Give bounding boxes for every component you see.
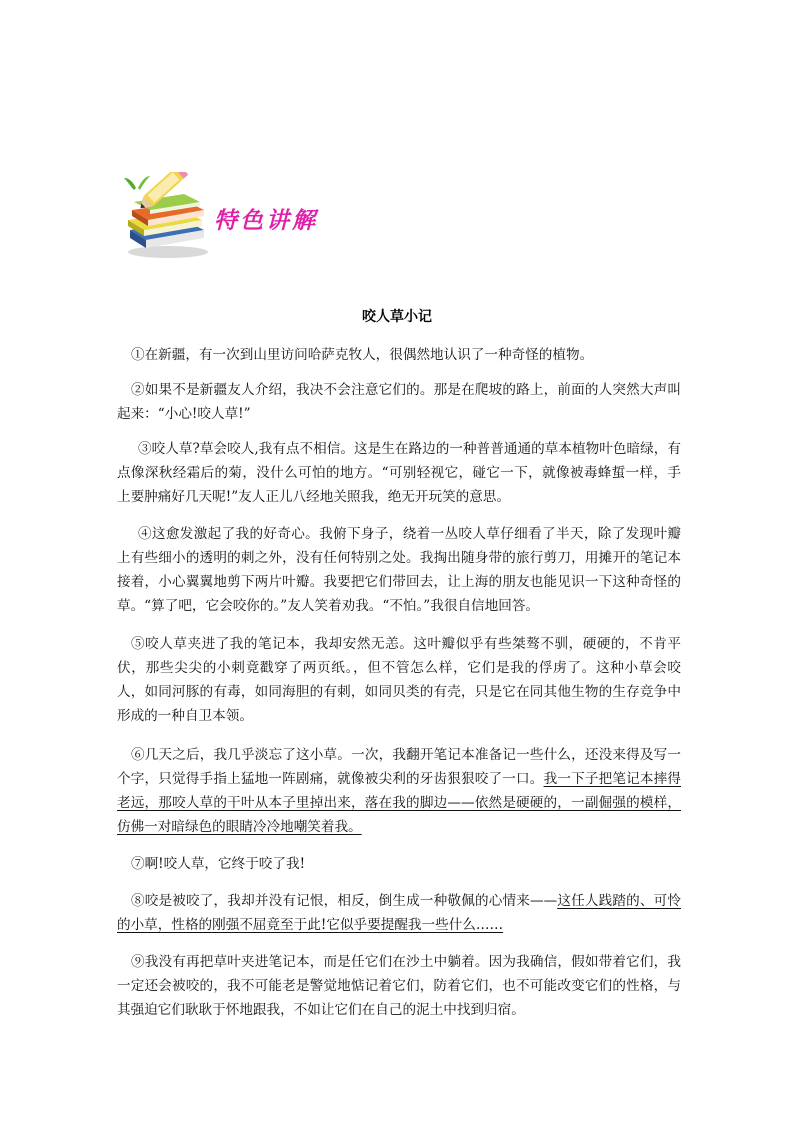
paragraph-2 bbox=[117, 378, 681, 426]
paragraph-6-underlined: 我一下子把笔记本摔得老远，那咬人草的干叶从本子里掉出来，落在我的脚边——依然是硬硬的，一副倔强的模样，仿佛一对暗绿色的眼睛冷冷地嘲笑着我。 bbox=[117, 771, 681, 835]
paragraph-5-text: ⑤咬人草夹进了我的笔记本，我却安然无恙。这叶瓣似乎有些桀骜不驯，硬硬的，不肯平伏，那些尖尖的小刺竟戳穿了两页纸。，但不管怎么样，它们是我的俘虏了。这种小草会咬人，如同河豚的有毒，如同海胆的有刺，如同贝类的有壳，只是它在同其他生物的生存竞争中形成的一种自卫本领。 bbox=[117, 636, 681, 724]
paragraph-3-text: ③咬人草?草会咬人,我有点不相信。这是生在路边的一种普普通通的草本植物叶色暗绿，有点像深秋经霜后的菊，没什么可怕的地方。“可别轻视它，碰它一下，就像被毒蜂蜇一样，手上要肿痛好几天呢!”友人正儿八经地关照我，绝无开玩笑的意思。 bbox=[117, 441, 681, 505]
paragraph-3 bbox=[117, 437, 681, 509]
paragraph-1-text: ①在新疆，有一次到山里访问哈萨克牧人，很偶然地认识了一种奇怪的植物。 bbox=[131, 347, 594, 363]
article-title: 咬人草小记 bbox=[362, 309, 432, 325]
paragraph-9 bbox=[117, 950, 681, 1022]
book-stack-with-pencil-icon bbox=[118, 172, 210, 262]
header-title: 特色讲解 bbox=[214, 208, 318, 234]
paragraph-4-text: ④这愈发激起了我的好奇心。我俯下身子，绕着一丛咬人草仔细看了半天，除了发现叶瓣上有些细小的透明的刺之外，没有任何特别之处。我掏出随身带的旅行剪刀，用摊开的笔记本接着，小心翼翼地剪下两片叶瓣。我要把它们带回去，让上海的朋友也能见识一下这种奇怪的草。“算了吧，它会咬你的。”友人笑着劝我。“不怕。”我很自信地回答。 bbox=[117, 526, 681, 614]
paragraph-9-text: ⑨我没有再把草叶夹进笔记本，而是任它们在沙土中躺着。因为我确信，假如带着它们，我一定还会被咬的，我不可能老是警觉地惦记着它们，防着它们，也不可能改变它们的性格，与其强迫它们耿耿于怀地跟我，不如让它们在自己的泥土中找到归宿。 bbox=[117, 954, 681, 1018]
paragraph-8-underlined: 这任人践踏的、可怜的小草，性格的刚强不屈竟至于此!它似乎要提醒我一些什么…… bbox=[117, 893, 682, 933]
paragraph-6-text: ⑥几天之后，我几乎淡忘了这小草。一次，我翻开笔记本准备记一些什么，还没来得及写一个字，只觉得手指上猛地一阵剧痛，就像被尖利的牙齿狠狠咬了一口。 bbox=[117, 747, 681, 787]
paragraph-1 bbox=[117, 343, 681, 367]
section-header bbox=[118, 172, 358, 262]
paragraph-5 bbox=[117, 632, 681, 728]
paragraph-8-text: ⑧咬是被咬了，我却并没有记恨，相反，倒生成一种敬佩的心情来—— bbox=[131, 893, 558, 909]
paragraph-8 bbox=[117, 889, 681, 937]
paragraph-7-text: ⑦啊!咬人草，它终于咬了我! bbox=[131, 856, 306, 872]
paragraph-6 bbox=[117, 743, 681, 839]
paragraph-2-text: ②如果不是新疆友人介绍，我决不会注意它们的。那是在爬坡的路上，前面的人突然大声叫起来：“小心!咬人草!” bbox=[117, 382, 681, 422]
paragraph-4 bbox=[117, 522, 681, 618]
paragraph-7 bbox=[117, 852, 681, 876]
